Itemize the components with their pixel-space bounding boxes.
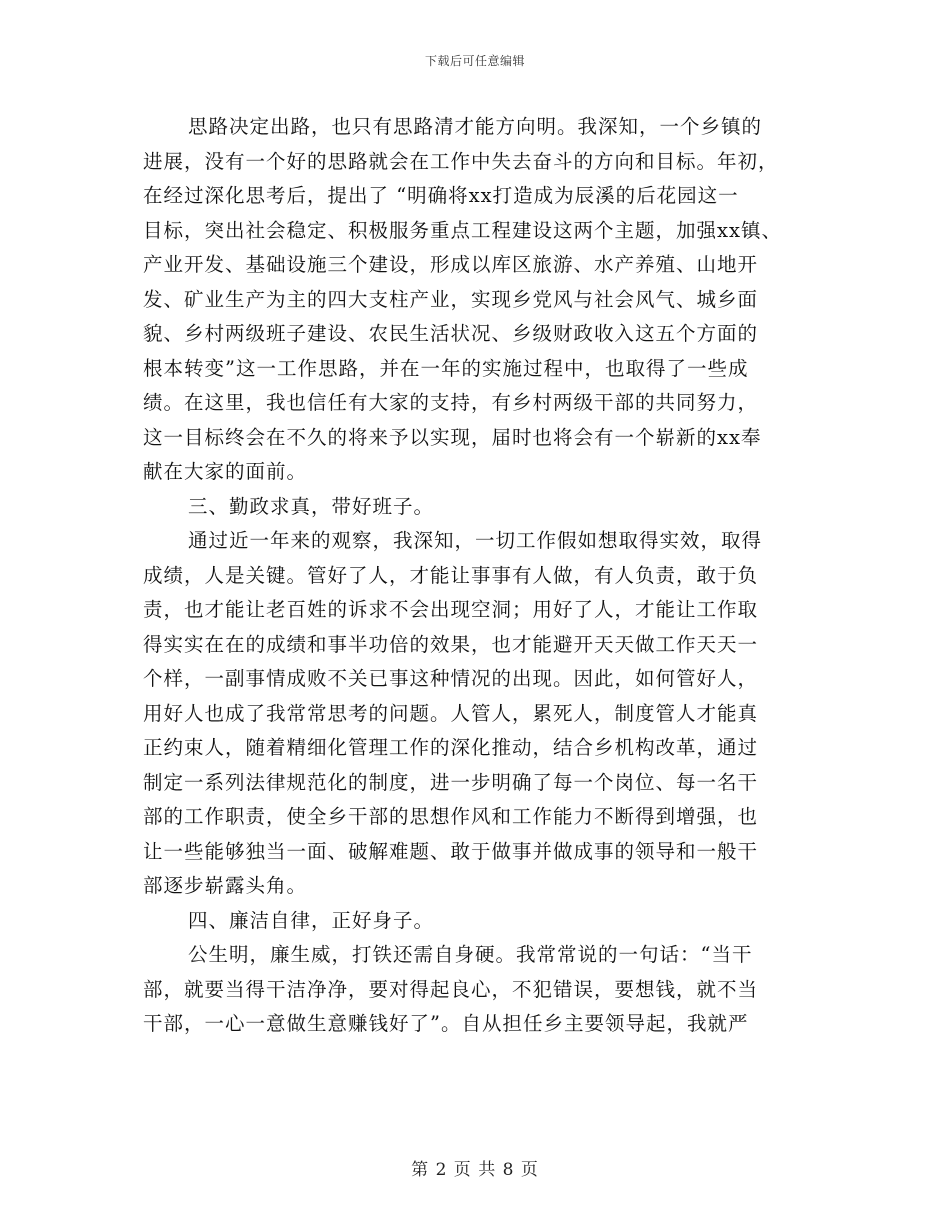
text-line: 献在大家的面前。 xyxy=(143,460,308,483)
text-line: 四、廉洁自律，正好身子。 xyxy=(188,908,435,932)
text-line: 用好人也成了我常常思考的问题。人管人，累死人，制度管人才能真 xyxy=(143,701,759,725)
text-line: 干部，一心一意做生意赚钱好了”。自从担任乡主要领导起，我就严 xyxy=(143,1012,749,1035)
text-line: 在经过深化思考后，提出了 “明确将xx打造成为辰溪的后花园这一 xyxy=(143,184,739,207)
text-line: 让一些能够独当一面、破解难题、敢于做事并做成事的领导和一般干 xyxy=(143,839,759,863)
text-line: 产业开发、基础设施三个建设，形成以库区旅游、水产养殖、山地开 xyxy=(143,253,759,276)
text-line: 公生明，廉生威，打铁还需自身硬。我常常说的一句话：“当干 xyxy=(188,943,753,966)
text-line: 成绩，人是关键。管好了人，才能让事事有人做，有人负责，敢于负 xyxy=(143,563,759,587)
text-line: 进展，没有一个好的思路就会在工作中失去奋斗的方向和目标。年初， xyxy=(143,149,779,173)
text-line: 三、勤政求真，带好班子。 xyxy=(188,494,435,518)
page-header: 下载后可任意编辑 xyxy=(424,54,525,68)
text-line: 目标，突出社会稳定、积极服务重点工程建设这两个主题，加强xx镇、 xyxy=(143,218,782,242)
text-line: 正约束人，随着精细化管理工作的深化推动，结合乡机构改革，通过 xyxy=(143,736,759,759)
text-line: 个样，一副事情成败不关已事这种情况的出现。因此，如何管好人， xyxy=(143,667,759,690)
text-line: 部，就要当得干洁净净，要对得起良心，不犯错误，要想钱，就不当 xyxy=(143,977,759,1001)
text-line: 这一目标终会在不久的将来予以实现，届时也将会有一个崭新的xx奉 xyxy=(143,425,762,449)
text-line: 根本转变”这一工作思路，并在一年的实施过程中，也取得了一些成 xyxy=(143,356,749,380)
text-line: 责，也才能让老百姓的诉求不会出现空洞；用好了人，才能让工作取 xyxy=(143,598,759,621)
text-line: 部逐步崭露头角。 xyxy=(143,874,308,897)
text-line: 貌、乡村两级班子建设、农民生活状况、乡级财政收入这五个方面的 xyxy=(143,322,759,345)
text-line: 通过近一年来的观察，我深知，一切工作假如想取得实效，取得 xyxy=(188,529,763,552)
text-line: 思路决定出路，也只有思路清才能方向明。我深知，一个乡镇的 xyxy=(188,115,763,138)
document-body xyxy=(143,110,808,1042)
text-line: 绩。在这里，我也信任有大家的支持，有乡村两级干部的共同努力， xyxy=(143,391,759,414)
text-line: 部的工作职责，使全乡干部的思想作风和工作能力不断得到增强，也 xyxy=(143,805,759,828)
text-line: 制定一系列法律规范化的制度，进一步明确了每一个岗位、每一名干 xyxy=(143,770,759,794)
page-number-footer: 第 2 页 共 8 页 xyxy=(411,1160,539,1180)
text-line: 发、矿业生产为主的四大支柱产业，实现乡党风与社会风气、城乡面 xyxy=(143,287,759,311)
text-line: 得实实在在的成绩和事半功倍的效果，也才能避开天天做工作天天一 xyxy=(143,632,759,656)
